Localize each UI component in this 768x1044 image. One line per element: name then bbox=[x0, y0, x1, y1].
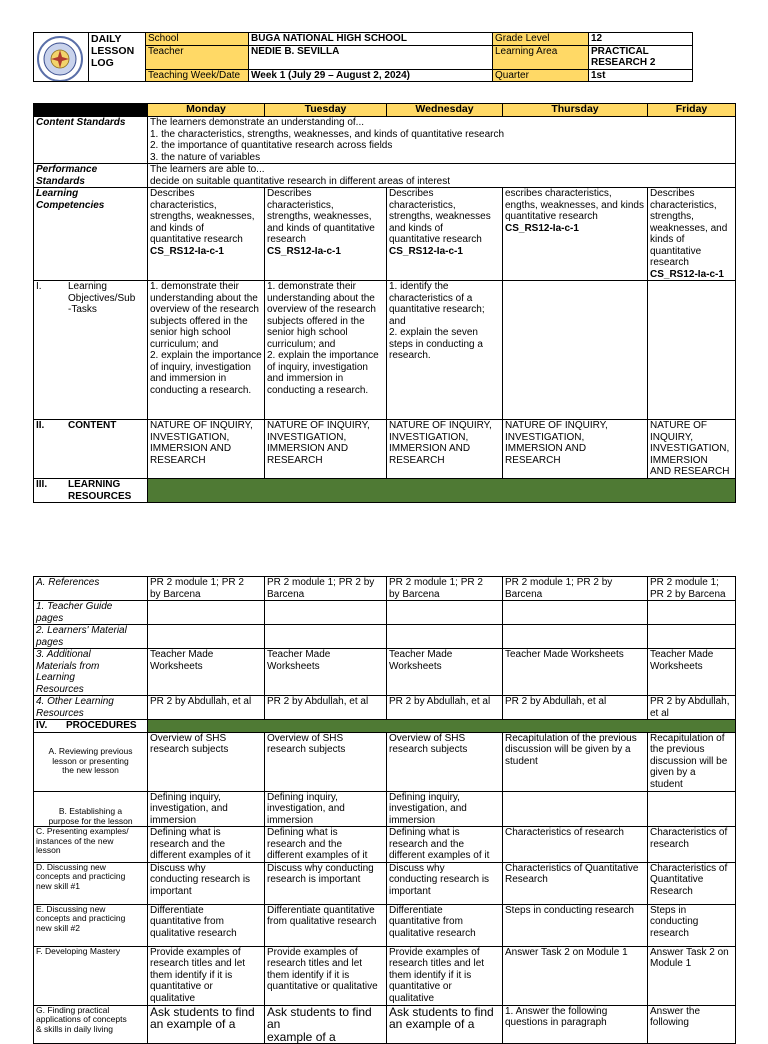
proc-c-thursday: Characteristics of research bbox=[503, 827, 648, 863]
teacher-guide-tuesday bbox=[265, 601, 387, 625]
competency-thursday: escribes characteristics, engths, weaknesses, and kinds quantitative research CS_RS12-Ia-c-1 bbox=[503, 188, 648, 281]
proc-d-label: D. Discussing new concepts and practicing new skill #1 bbox=[34, 862, 148, 904]
proc-b-wednesday: Defining inquiry, investigation, and immersion bbox=[387, 791, 503, 827]
additional-materials-label: 3. Additional Materials from Learning Resources bbox=[34, 649, 148, 696]
objectives-friday bbox=[648, 281, 736, 420]
objectives-monday: 1. demonstrate their understanding about the overview of the research subjects offered in the senior high school curriculum; and 2. explain the importance of inquiry, investigation and immersion in conducting a research. bbox=[148, 281, 265, 420]
learning-resources-num: III. bbox=[36, 479, 48, 490]
proc-d-wednesday: Discuss why conducting research is important bbox=[387, 862, 503, 904]
objectives-thursday bbox=[503, 281, 648, 420]
day-header-friday: Friday bbox=[648, 104, 736, 117]
other-resources-monday: PR 2 by Abdullah, et al bbox=[148, 696, 265, 720]
teacher-value: NEDIE B. SEVILLA bbox=[249, 45, 493, 69]
procedures-bar bbox=[148, 720, 736, 733]
proc-g-tuesday: Ask students to find an example of a bbox=[265, 1005, 387, 1044]
proc-e-thursday: Steps in conducting research bbox=[503, 904, 648, 946]
content-tuesday: NATURE OF INQUIRY, INVESTIGATION, IMMERSION AND RESEARCH bbox=[265, 420, 387, 479]
proc-b-thursday bbox=[503, 791, 648, 827]
additional-materials-monday: Teacher Made Worksheets bbox=[148, 649, 265, 696]
competency-tuesday: Describes characteristics, strengths, weaknesses, and kinds of quantitative research CS_RS12-Ia-c-1 bbox=[265, 188, 387, 281]
quarter-value: 1st bbox=[589, 69, 693, 82]
teaching-week-value: Week 1 (July 29 – August 2, 2024) bbox=[249, 69, 493, 82]
proc-a-tuesday: Overview of SHS research subjects bbox=[265, 732, 387, 791]
proc-d-tuesday: Discuss why conducting research is important bbox=[265, 862, 387, 904]
proc-f-friday: Answer Task 2 on Module 1 bbox=[648, 946, 736, 1005]
day-header-thursday: Thursday bbox=[503, 104, 648, 117]
learning-objectives-label bbox=[34, 281, 148, 420]
content-num: II. bbox=[36, 420, 45, 431]
teacher-guide-thursday bbox=[503, 601, 648, 625]
content-monday: NATURE OF INQUIRY, INVESTIGATION, IMMERSION AND RESEARCH bbox=[148, 420, 265, 479]
competency-wednesday: Describes characteristics, strengths, weaknesses and kinds of quantitative research CS_RS12-Ia-c-1 bbox=[387, 188, 503, 281]
proc-f-thursday: Answer Task 2 on Module 1 bbox=[503, 946, 648, 1005]
learners-material-tuesday bbox=[265, 625, 387, 649]
competency-monday: Describes characteristics, strengths, weaknesses, and kinds of quantitative research CS_RS12-Ia-c-1 bbox=[148, 188, 265, 281]
competency-friday: Describes characteristics, strengths, weaknesses, and kinds of quantitative research CS_RS12-Ia-c-1 bbox=[648, 188, 736, 281]
learners-material-wednesday bbox=[387, 625, 503, 649]
proc-e-label: E. Discussing new concepts and practicing new skill #2 bbox=[34, 904, 148, 946]
teacher-guide-friday bbox=[648, 601, 736, 625]
other-resources-wednesday: PR 2 by Abdullah, et al bbox=[387, 696, 503, 720]
learners-material-monday bbox=[148, 625, 265, 649]
content-friday: NATURE OF INQUIRY, INVESTIGATION, IMMERSION AND RESEARCH bbox=[648, 420, 736, 479]
school-label: School bbox=[146, 33, 249, 46]
content-text: CONTENT bbox=[68, 420, 117, 431]
learners-material-friday bbox=[648, 625, 736, 649]
teacher-label: Teacher bbox=[146, 45, 249, 69]
additional-materials-wednesday: Teacher Made Worksheets bbox=[387, 649, 503, 696]
proc-f-label: F. Developing Mastery bbox=[34, 946, 148, 1005]
proc-a-monday: Overview of SHS research subjects bbox=[148, 732, 265, 791]
references-friday: PR 2 module 1; PR 2 by Barcena bbox=[648, 577, 736, 601]
proc-c-monday: Defining what is research and the different examples of it bbox=[148, 827, 265, 863]
learners-material-label: 2. Learners' Material pages bbox=[34, 625, 148, 649]
proc-e-tuesday: Differentiate quantitative from qualitative research bbox=[265, 904, 387, 946]
content-standards-label: Content Standards bbox=[34, 117, 148, 164]
proc-d-friday: Characteristics of Quantitative Research bbox=[648, 862, 736, 904]
proc-g-wednesday: Ask students to find an example of a bbox=[387, 1005, 503, 1044]
day-header-wednesday: Wednesday bbox=[387, 104, 503, 117]
proc-f-wednesday: Provide examples of research titles and let them identify if it is quantitative or qualitative bbox=[387, 946, 503, 1005]
proc-g-friday: Answer the following bbox=[648, 1005, 736, 1044]
references-monday: PR 2 module 1; PR 2 by Barcena bbox=[148, 577, 265, 601]
content-wednesday: NATURE OF INQUIRY, INVESTIGATION, IMMERSION AND RESEARCH bbox=[387, 420, 503, 479]
proc-g-thursday: 1. Answer the following questions in paragraph bbox=[503, 1005, 648, 1044]
content-thursday: NATURE OF INQUIRY, INVESTIGATION, IMMERSION AND RESEARCH bbox=[503, 420, 648, 479]
additional-materials-friday: Teacher Made Worksheets bbox=[648, 649, 736, 696]
references-tuesday: PR 2 module 1; PR 2 by Barcena bbox=[265, 577, 387, 601]
proc-g-monday: Ask students to find an example of a bbox=[148, 1005, 265, 1044]
learning-resources-bar bbox=[148, 479, 736, 503]
proc-e-wednesday: Differentiate quantitative from qualitative research bbox=[387, 904, 503, 946]
proc-a-thursday: Recapitulation of the previous discussion will be given by a student bbox=[503, 732, 648, 791]
proc-b-monday: Defining inquiry, investigation, and immersion bbox=[148, 791, 265, 827]
proc-d-thursday: Characteristics of Quantitative Research bbox=[503, 862, 648, 904]
proc-b-label: B. Establishing a purpose for the lesson bbox=[34, 791, 148, 827]
lesson-log-table-bottom bbox=[33, 576, 736, 1044]
performance-standards-label: Performance Standards bbox=[34, 164, 148, 188]
day-header-monday: Monday bbox=[148, 104, 265, 117]
other-resources-thursday: PR 2 by Abdullah, et al bbox=[503, 696, 648, 720]
objectives-text: Learning Objectives/Sub -Tasks bbox=[68, 281, 136, 315]
corner-cell bbox=[34, 104, 148, 117]
additional-materials-tuesday: Teacher Made Worksheets bbox=[265, 649, 387, 696]
proc-a-friday: Recapitulation of the previous discussion will be given by a student bbox=[648, 732, 736, 791]
content-standards-text: The learners demonstrate an understanding of... 1. the characteristics, strengths, weaknesses, and kinds of quantitative research 2. the importance of quantitative research across fields 3. the nature of variables bbox=[148, 117, 736, 164]
content-label bbox=[34, 420, 148, 479]
procedures-num: IV. bbox=[36, 720, 48, 731]
teacher-guide-wednesday bbox=[387, 601, 503, 625]
grade-level-value: 12 bbox=[589, 33, 693, 46]
proc-a-label: A. Reviewing previous lesson or presenting the new lesson bbox=[34, 732, 148, 791]
teacher-guide-monday bbox=[148, 601, 265, 625]
references-wednesday: PR 2 module 1; PR 2 by Barcena bbox=[387, 577, 503, 601]
proc-c-label: C. Presenting examples/ instances of the new lesson bbox=[34, 827, 148, 863]
teacher-guide-label: 1. Teacher Guide pages bbox=[34, 601, 148, 625]
proc-f-tuesday: Provide examples of research titles and let them identify if it is quantitative or qualitative bbox=[265, 946, 387, 1005]
other-resources-tuesday: PR 2 by Abdullah, et al bbox=[265, 696, 387, 720]
quarter-label: Quarter bbox=[493, 69, 589, 82]
proc-a-wednesday: Overview of SHS research subjects bbox=[387, 732, 503, 791]
day-header-tuesday: Tuesday bbox=[265, 104, 387, 117]
other-resources-friday: PR 2 by Abdullah, et al bbox=[648, 696, 736, 720]
proc-c-wednesday: Defining what is research and the different examples of it bbox=[387, 827, 503, 863]
proc-g-label: G. Finding practical applications of concepts & skills in daily living bbox=[34, 1005, 148, 1044]
learning-area-label: Learning Area bbox=[493, 45, 589, 69]
objectives-wednesday: 1. identify the characteristics of a quantitative research; and 2. explain the seven steps in conducting a research. bbox=[387, 281, 503, 420]
proc-e-friday: Steps in conducting research bbox=[648, 904, 736, 946]
learning-resources-text: LEARNING RESOURCES bbox=[68, 479, 132, 502]
learning-competencies-label: Learning Competencies bbox=[34, 188, 148, 281]
other-resources-label: 4. Other Learning Resources bbox=[34, 696, 148, 720]
proc-b-friday bbox=[648, 791, 736, 827]
proc-b-tuesday: Defining inquiry, investigation, and immersion bbox=[265, 791, 387, 827]
procedures-label bbox=[34, 720, 148, 733]
additional-materials-thursday: Teacher Made Worksheets bbox=[503, 649, 648, 696]
school-value: BUGA NATIONAL HIGH SCHOOL bbox=[249, 33, 493, 46]
logo-cell bbox=[34, 33, 89, 82]
learning-resources-label bbox=[34, 479, 148, 503]
proc-f-monday: Provide examples of research titles and let them identify if it is quantitative or qualitative bbox=[148, 946, 265, 1005]
proc-d-monday: Discuss why conducting research is important bbox=[148, 862, 265, 904]
grade-level-label: Grade Level bbox=[493, 33, 589, 46]
references-thursday: PR 2 module 1; PR 2 by Barcena bbox=[503, 577, 648, 601]
procedures-text: PROCEDURES bbox=[66, 720, 137, 731]
proc-c-friday: Characteristics of research bbox=[648, 827, 736, 863]
header-table bbox=[33, 32, 693, 82]
objectives-num: I. bbox=[36, 281, 42, 292]
performance-standards-text: The learners are able to... decide on suitable quantitative research in different areas of interest bbox=[148, 164, 736, 188]
proc-e-monday: Differentiate quantitative from qualitative research bbox=[148, 904, 265, 946]
teaching-week-label: Teaching Week/Date bbox=[146, 69, 249, 82]
proc-c-tuesday: Defining what is research and the different examples of it bbox=[265, 827, 387, 863]
lesson-log-table-top bbox=[33, 103, 736, 503]
learning-area-value: PRACTICAL RESEARCH 2 bbox=[589, 45, 693, 69]
references-label: A. References bbox=[34, 577, 148, 601]
daily-lesson-log-title: DAILY LESSON LOG bbox=[89, 33, 146, 82]
objectives-tuesday: 1. demonstrate their understanding about the overview of the research subjects offered in the senior high school curriculum; and 2. explain the importance of inquiry, investigation and immersion in conducting a research. bbox=[265, 281, 387, 420]
learners-material-thursday bbox=[503, 625, 648, 649]
